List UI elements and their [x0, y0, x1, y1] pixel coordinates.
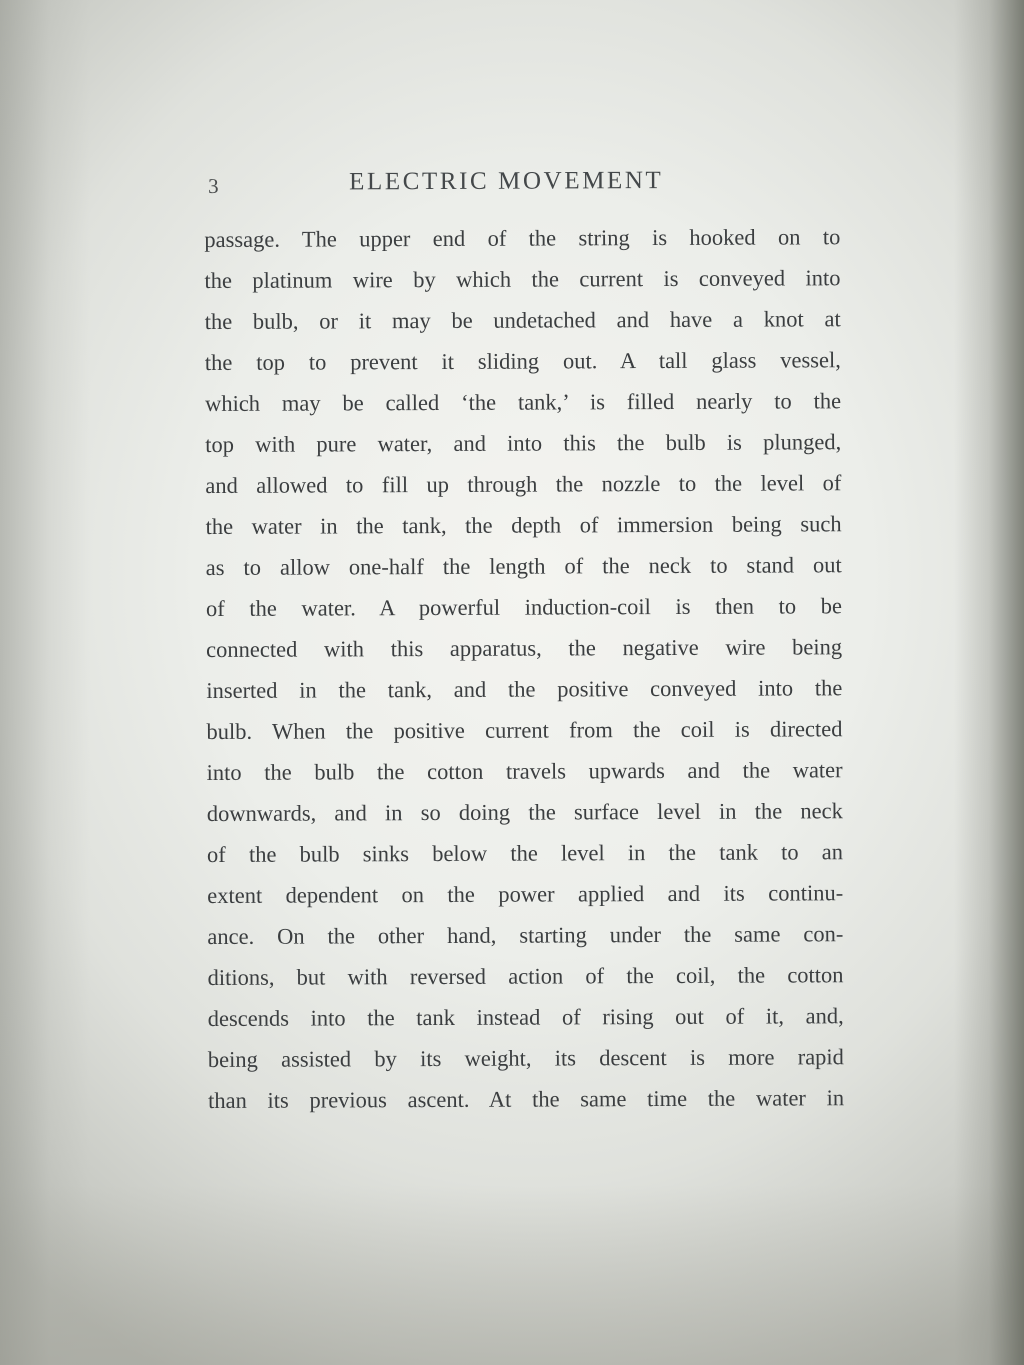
page-content	[204, 163, 844, 1121]
text-line: connected with this apparatus, the negative wire being	[206, 634, 843, 662]
text-line: passage. The upper end of the string is hooked on to	[204, 224, 841, 252]
text-line: as to allow one-half the length of the neck to stand out	[205, 552, 842, 580]
running-title: ELECTRIC MOVEMENT	[349, 166, 664, 196]
text-line: ance. On the other hand, starting under the same con-	[207, 921, 844, 949]
text-line: bulb. When the positive current from the coil is directed	[206, 716, 843, 744]
page-shadow	[0, 1185, 1024, 1365]
text-line: inserted in the tank, and the positive conveyed into the	[206, 675, 843, 703]
text-line: the top to prevent it sliding out. A tall glass vessel,	[204, 347, 841, 375]
text-line: top with pure water, and into this the bulb is plunged,	[205, 429, 842, 457]
text-line: into the bulb the cotton travels upwards and the water	[206, 757, 843, 785]
text-line: the bulb, or it may be undetached and have a knot at	[204, 306, 841, 334]
page-number: 3	[208, 173, 219, 198]
text-line: than its previous ascent. At the same time the water in	[208, 1085, 845, 1113]
body-text	[204, 216, 844, 1121]
text-line: the platinum wire by which the current is conveyed into	[204, 265, 841, 293]
text-line: the water in the tank, the depth of immersion being such	[205, 511, 842, 539]
text-line: which may be called ‘the tank,’ is filled nearly to the	[204, 388, 842, 416]
text-line: of the bulb sinks below the level in the tank to an	[206, 839, 844, 867]
text-line: extent dependent on the power applied and its continu-	[207, 880, 844, 908]
text-line: downwards, and in so doing the surface level in the neck	[206, 798, 843, 826]
text-line: ditions, but with reversed action of the coil, the cotton	[207, 962, 844, 990]
text-line: descends into the tank instead of rising out of it, and,	[207, 1003, 844, 1031]
text-line: of the water. A powerful induction-coil is then to be	[205, 593, 842, 621]
text-line: being assisted by its weight, its descent is more rapid	[207, 1044, 844, 1072]
running-head	[204, 163, 840, 206]
text-line: and allowed to fill up through the nozzle to the level of	[205, 470, 842, 498]
